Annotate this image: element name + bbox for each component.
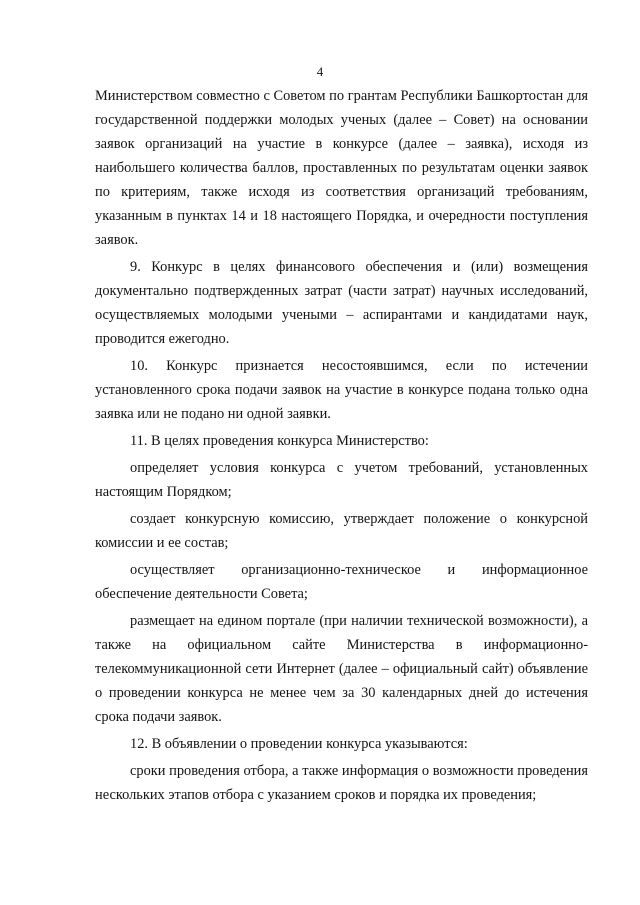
paragraph-9: 9. Конкурс в целях финансового обеспечения и (или) возмещения документально подтвержденных затрат (части затрат) научных исследований, осуществляемых молодыми учеными – аспирантами и кандидатами наук, проводится ежегодно. — [95, 259, 588, 347]
page-number: 4 — [316, 64, 324, 79]
paragraph-11-item-commission: создает конкурсную комиссию, утверждает положение о конкурсной комиссии и ее состав; — [95, 511, 588, 551]
paragraph-10: 10. Конкурс признается несостоявшимся, если по истечении установленного срока подачи заявок на участие в конкурсе подана только одна заявка или не подано ни одной заявки. — [95, 358, 588, 422]
paragraph-11: 11. В целях проведения конкурса Министерство: — [130, 433, 429, 449]
paragraph-11-item-support: осуществляет организационно-техническое и информационное обеспечение деятельности Совета; — [95, 562, 588, 602]
paragraph-11-item-conditions: определяет условия конкурса с учетом требований, установленных настоящим Порядком; — [95, 460, 588, 500]
paragraph-12: 12. В объявлении о проведении конкурса указываются: — [130, 736, 468, 752]
paragraph-11-item-announcement: размещает на едином портале (при наличии технической возможности), а также на официальном сайте Министерства в информационно-телекоммуникационной сети Интернет (далее – официальный сайт) объявление о проведении конкурса не менее чем за 30 календарных дней до истечения срока подачи заявок. — [95, 613, 588, 725]
paragraph-8-continuation: Министерством совместно с Советом по грантам Республики Башкортостан для государственной поддержки молодых ученых (далее – Совет) на основании заявок организаций на участие в конкурсе (далее – заявка), исходя из наибольшего количества баллов, проставленных по результатам оценки заявок по критериям, также исходя из соответствия организаций требованиям, указанным в пунктах 14 и 18 настоящего Порядка, и очередности поступления заявок. — [95, 88, 588, 248]
paragraph-12-item-dates: сроки проведения отбора, а также информация о возможности проведения нескольких этапов отбора с указанием сроков и порядка их проведения; — [95, 763, 588, 803]
document-body — [95, 84, 588, 807]
